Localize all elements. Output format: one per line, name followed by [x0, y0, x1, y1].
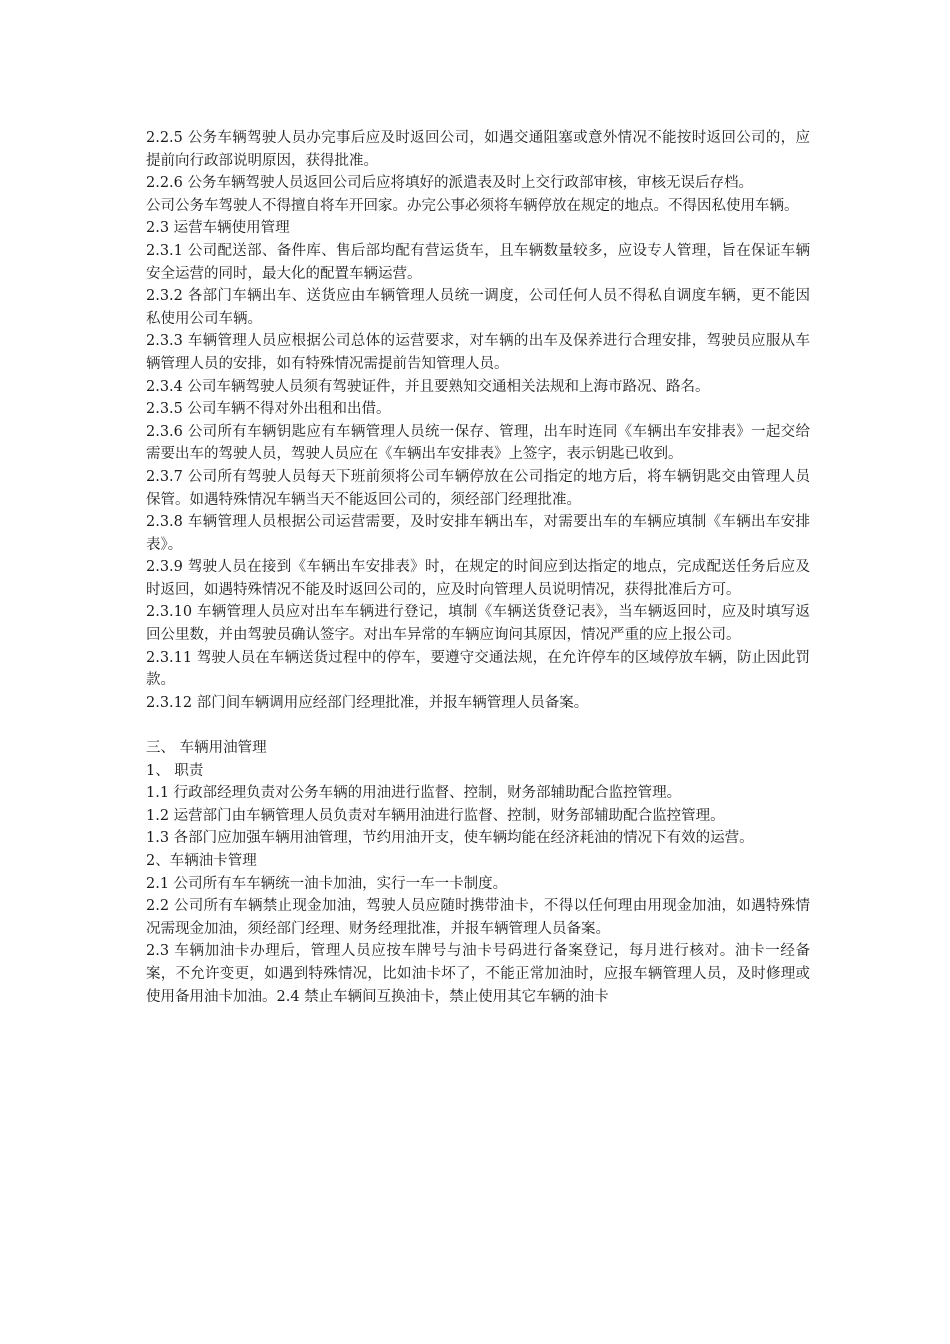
document-body [146, 127, 810, 1008]
paragraph-2-3-2: 2.3.2 各部门车辆出车、送货应由车辆管理人员统一调度，公司任何人员不得私自调度车辆，更不能因私使用公司车辆。 [146, 288, 810, 327]
paragraph-2-3-2-4: 2.3 车辆加油卡办理后，管理人员应按车牌号与油卡号码进行备案登记，每月进行核对。油卡一经备案，不允许变更，如遇到特殊情况，比如油卡坏了，不能正常加油时，应报车辆管理人员，及时修理或使用备用油卡加油。2.4 禁止车辆间互换油卡，禁止使用其它车辆的油卡 [146, 943, 810, 1005]
paragraph-1-2: 1.2 运营部门由车辆管理人员负责对车辆用油进行监督、控制，财务部辅助配合监控管理。 [146, 807, 725, 824]
paragraph-2-2-5: 2.2.5 公务车辆驾驶人员办完事后应及时返回公司，如遇交通阻塞或意外情况不能按时返回公司的，应提前向行政部说明原因，获得批准。 [146, 130, 810, 169]
section-heading-2-3: 2.3 运营车辆使用管理 [146, 220, 290, 237]
paragraph-2-3-6: 2.3.6 公司所有车辆钥匙应有车辆管理人员统一保存、管理，出车时连同《车辆出车安排表》一起交给需要出车的驾驶人员，驾驶人员应在《车辆出车安排表》上签字，表示钥匙已收到。 [146, 423, 810, 463]
blank-line [146, 714, 810, 737]
paragraph-1-3: 1.3 各部门应加强车辆用油管理，节约用油开支，使车辆均能在经济耗油的情况下有效的运营。 [146, 830, 754, 847]
section-heading-3: 三、 车辆用油管理 [146, 740, 267, 757]
paragraph-2-3-9: 2.3.9 驾驶人员在接到《车辆出车安排表》时，在规定的时间应到达指定的地点，完成配送任务后应及时返回，如遇特殊情况不能及时返回公司的，应及时向管理人员说明情况，获得批准后方可。 [146, 559, 810, 598]
paragraph-2-2: 2.2 公司所有车辆禁止现金加油，驾驶人员应随时携带油卡，不得以任何理由用现金加油，如遇特殊情况需现金加油，须经部门经理、财务经理批准，并报车辆管理人员备案。 [146, 898, 810, 937]
subheading-duties: 1、 职责 [146, 762, 204, 779]
paragraph-2-3-10: 2.3.10 车辆管理人员应对出车车辆进行登记，填制《车辆送货登记表》，当车辆返回时，应及时填写返回公里数，并由驾驶员确认签字。对出车异常的车辆应询问其原因，情况严重的应上报公司。 [146, 604, 810, 644]
paragraph-2-3-5: 2.3.5 公司车辆不得对外出租和出借。 [146, 401, 391, 418]
paragraph-2-3-12: 2.3.12 部门间车辆调用应经部门经理批准，并报车辆管理人员备案。 [146, 694, 589, 711]
paragraph-2-3-8: 2.3.8 车辆管理人员根据公司运营需要，及时安排车辆出车，对需要出车的车辆应填制《车辆出车安排表》。 [146, 514, 810, 553]
paragraph-private-use-rule: 公司公务车驾驶人不得擅自将车开回家。办完公事必须将车辆停放在规定的地点。不得因私使用车辆。 [146, 197, 799, 214]
paragraph-2-1: 2.1 公司所有车车辆统一油卡加油，实行一车一卡制度。 [146, 875, 508, 892]
paragraph-2-3-4: 2.3.4 公司车辆驾驶人员须有驾驶证件，并且要熟知交通相关法规和上海市路况、路名。 [146, 378, 710, 395]
paragraph-1-1: 1.1 行政部经理负责对公务车辆的用油进行监督、控制，财务部辅助配合监控管理。 [146, 785, 682, 802]
paragraph-2-3-7: 2.3.7 公司所有驾驶人员每天下班前须将公司车辆停放在公司指定的地方后，将车辆钥匙交由管理人员保管。如遇特殊情况车辆当天不能返回公司的，须经部门经理批准。 [146, 468, 810, 508]
paragraph-2-3-3: 2.3.3 车辆管理人员应根据公司总体的运营要求，对车辆的出车及保养进行合理安排，驾驶员应服从车辆管理人员的安排，如有特殊情况需提前告知管理人员。 [146, 333, 810, 372]
subheading-fuel-card: 2、车辆油卡管理 [146, 853, 257, 869]
paragraph-2-3-11: 2.3.11 驾驶人员在车辆送货过程中的停车，要遵守交通法规，在允许停车的区域停放车辆，防止因此罚款。 [146, 649, 810, 689]
paragraph-2-2-6: 2.2.6 公务车辆驾驶人员返回公司后应将填好的派遣表及时上交行政部审核，审核无误后存档。 [146, 175, 753, 192]
paragraph-2-3-1: 2.3.1 公司配送部、备件库、售后部均配有营运货车，且车辆数量较多，应设专人管理，旨在保证车辆安全运营的同时，最大化的配置车辆运营。 [146, 242, 810, 282]
